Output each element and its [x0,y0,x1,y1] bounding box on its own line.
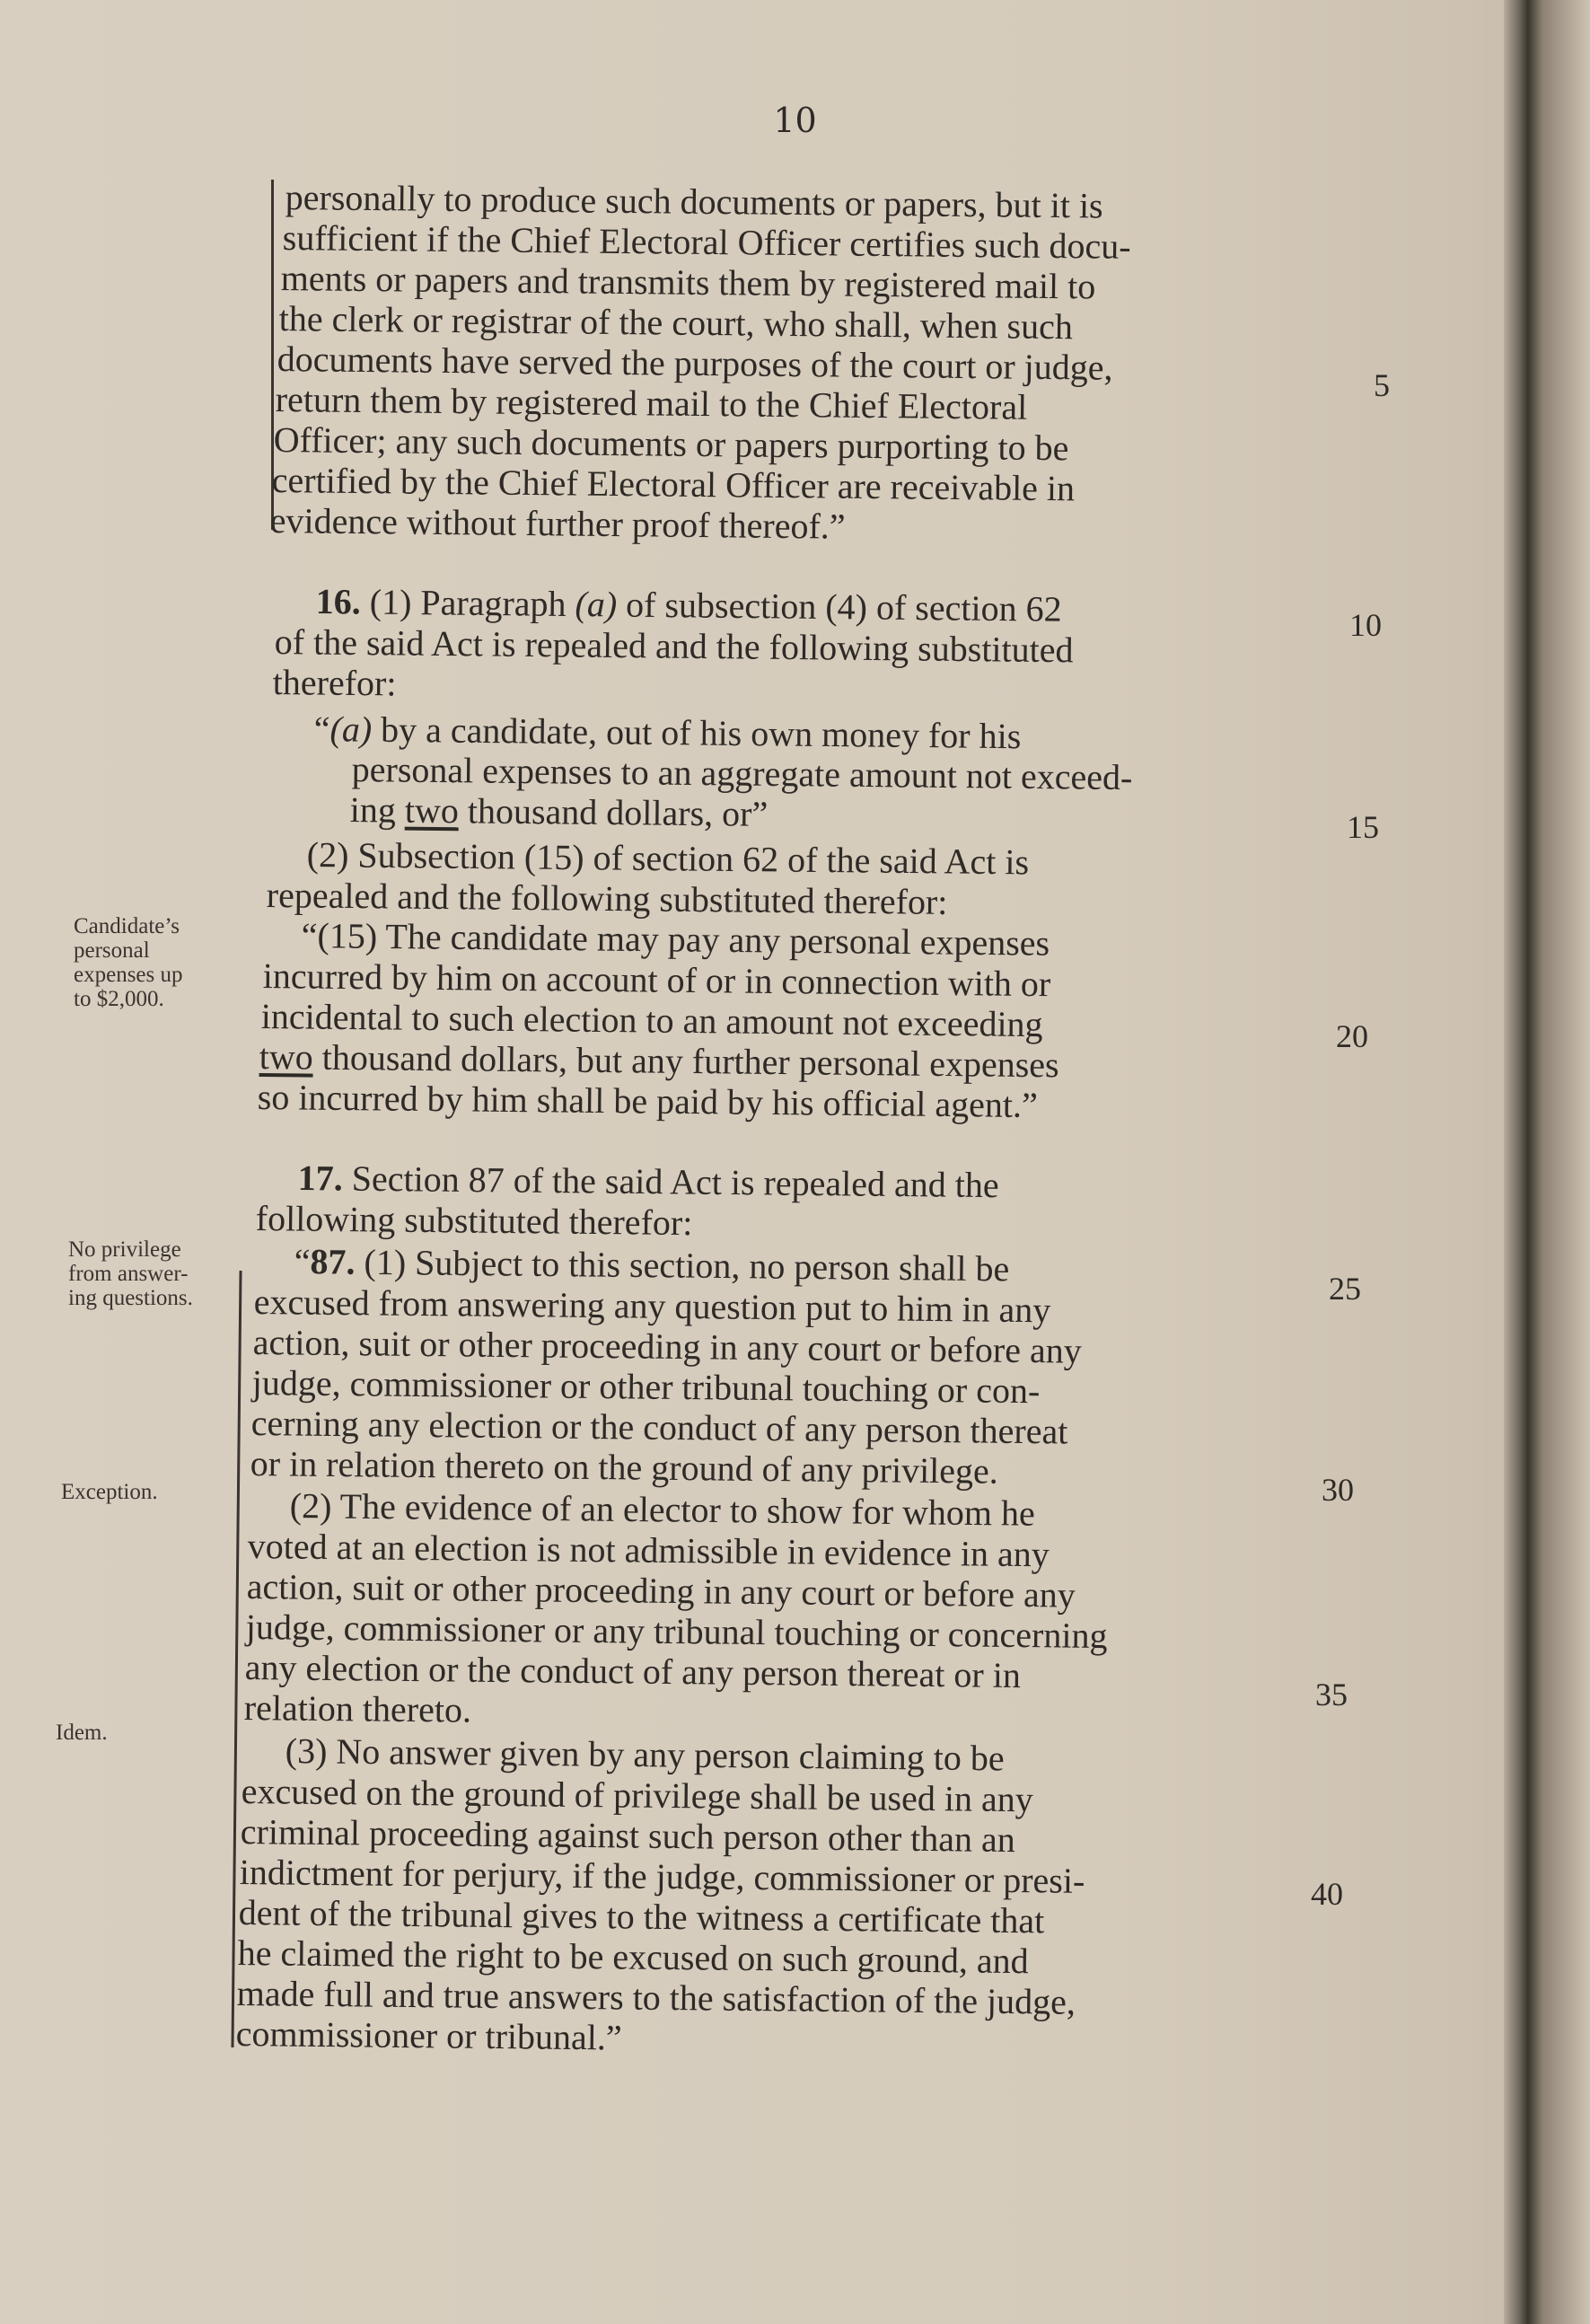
section-87-line-1: “87. (1) Subject to this section, no person shall be [294,1241,1010,1290]
section-16-number: 16. [315,581,362,622]
section-87-line-2: excused from answering any question put to him in any [253,1281,1051,1331]
section-87-sub3-line-4: indictment for perjury, if the judge, commissioner or presi- [239,1852,1085,1901]
subsection-15-line-1: “(15) The candidate may pay any personal expenses [301,915,1050,964]
subsection-2-line-1: (2) Subsection (15) of section 62 of the said Act is [306,834,1030,883]
line-number-15: 15 [1347,809,1379,845]
paragraph-a-line-2: personal expenses to an aggregate amount not exceed- [351,749,1133,798]
section-15-line-7: Officer; any such documents or papers purporting to be [273,419,1069,469]
subsection-15-line-5: so incurred by him shall be paid by his official agent.” [257,1077,1039,1126]
section-87-sub3-line-3: criminal proceeding against such person other than an [240,1811,1016,1861]
section-15-line-4: the clerk or registrar of the court, who shall, when such [278,298,1074,348]
section-15-line-8: certified by the Chief Electoral Officer are receivable in [271,460,1076,509]
section-15-line-5: documents have served the purposes of the court or judge, [277,339,1113,388]
line-number-30: 30 [1322,1472,1354,1508]
section-87-sub2-line-6: relation thereto. [243,1687,472,1730]
section-87-sub3-line-5: dent of the tribunal gives to the witness a certificate that [238,1892,1045,1941]
section-16-intro-line-3: therefor: [272,662,397,704]
section-87-line-5: cerning any election or the conduct of any person thereat [250,1403,1068,1452]
line-number-10: 10 [1349,607,1382,643]
section-87-sub2-line-5: any election or the conduct of any person thereat or in [244,1647,1022,1696]
paragraph-a-line-1: “(a) by a candidate, out of his own money for his [313,709,1022,757]
section-15-line-3: ments or papers and transmits them by registered mail to [280,258,1096,307]
section-16-intro-line-2: of the said Act is repealed and the following substituted [274,621,1074,671]
line-number-35: 35 [1315,1677,1348,1712]
section-87-sub3-line-7: made full and true answers to the satisfaction of the judge, [236,1973,1076,2022]
line-number-5: 5 [1374,367,1390,403]
section-87-sub2-line-1: (2) The evidence of an elector to show for whom he [289,1485,1036,1534]
section-15-line-1: personally to produce such documents or papers, but it is [285,177,1103,226]
section-87-line-4: judge, commissioner or other tribunal touching or con- [251,1362,1041,1412]
paragraph-a-line-3: ing two thousand dollars, or” [349,789,769,834]
section-15-line-2: sufficient if the Chief Electoral Officer certifies such docu- [282,217,1131,267]
section-15-line-6: return them by registered mail to the Chief Electoral [275,379,1028,427]
section-87-sub2-line-4: judge, commissioner or any tribunal touching or concerning [245,1607,1108,1657]
page-number: 10 [773,101,817,140]
section-87-sub3-line-8: commissioner or tribunal.” [235,2013,622,2058]
margin-note-idem: Idem. [56,1721,108,1745]
section-87-number: 87. [310,1241,356,1282]
subsection-15-line-4: two thousand dollars, but any further personal expenses [259,1036,1059,1086]
subsection-2-line-2: repealed and the following substituted therefor: [266,875,948,922]
margin-note-no-privilege: No privilege from answer- ing questions. [68,1237,193,1310]
line-number-20: 20 [1336,1018,1368,1054]
section-87-line-6: or in relation thereto on the ground of any privilege. [250,1443,999,1492]
section-15-line-9: evidence without further proof thereof.” [269,500,846,547]
section-87-sub2-line-3: action, suit or other proceeding in any court or before any [246,1566,1076,1615]
margin-note-exception: Exception. [61,1480,158,1504]
section-17-heading: 17. Section 87 of the said Act is repealed and the [297,1158,999,1206]
section-87-sub3-line-6: he claimed the right to be excused on such ground, and [237,1932,1029,1982]
subsection-15-line-3: incidental to such election to an amount not exceeding [260,996,1043,1045]
section-87-line-3: action, suit or other proceeding in any court or before any [252,1322,1082,1371]
line-number-25: 25 [1329,1271,1361,1307]
book-gutter [1504,0,1590,2324]
section-17-number: 17. [297,1158,344,1199]
subsection-15-line-2: incurred by him on account of or in connection with or [262,955,1051,1005]
section-16-heading: 16. (1) Paragraph (a) of subsection (4) of section 62 [315,581,1062,629]
section-17-intro-line-2: following substituted therefor: [255,1198,693,1244]
section-87-sub3-line-1: (3) No answer given by any person claiming to be [285,1730,1005,1779]
line-number-40: 40 [1311,1876,1343,1912]
section-87-sub3-line-2: excused on the ground of privilege shall be used in any [241,1771,1033,1820]
margin-note-candidates-expenses: Candidate’s personal expenses up to $2,000. [74,914,183,1011]
section-87-sub2-line-2: voted at an election is not admissible in evidence in any [247,1526,1050,1575]
